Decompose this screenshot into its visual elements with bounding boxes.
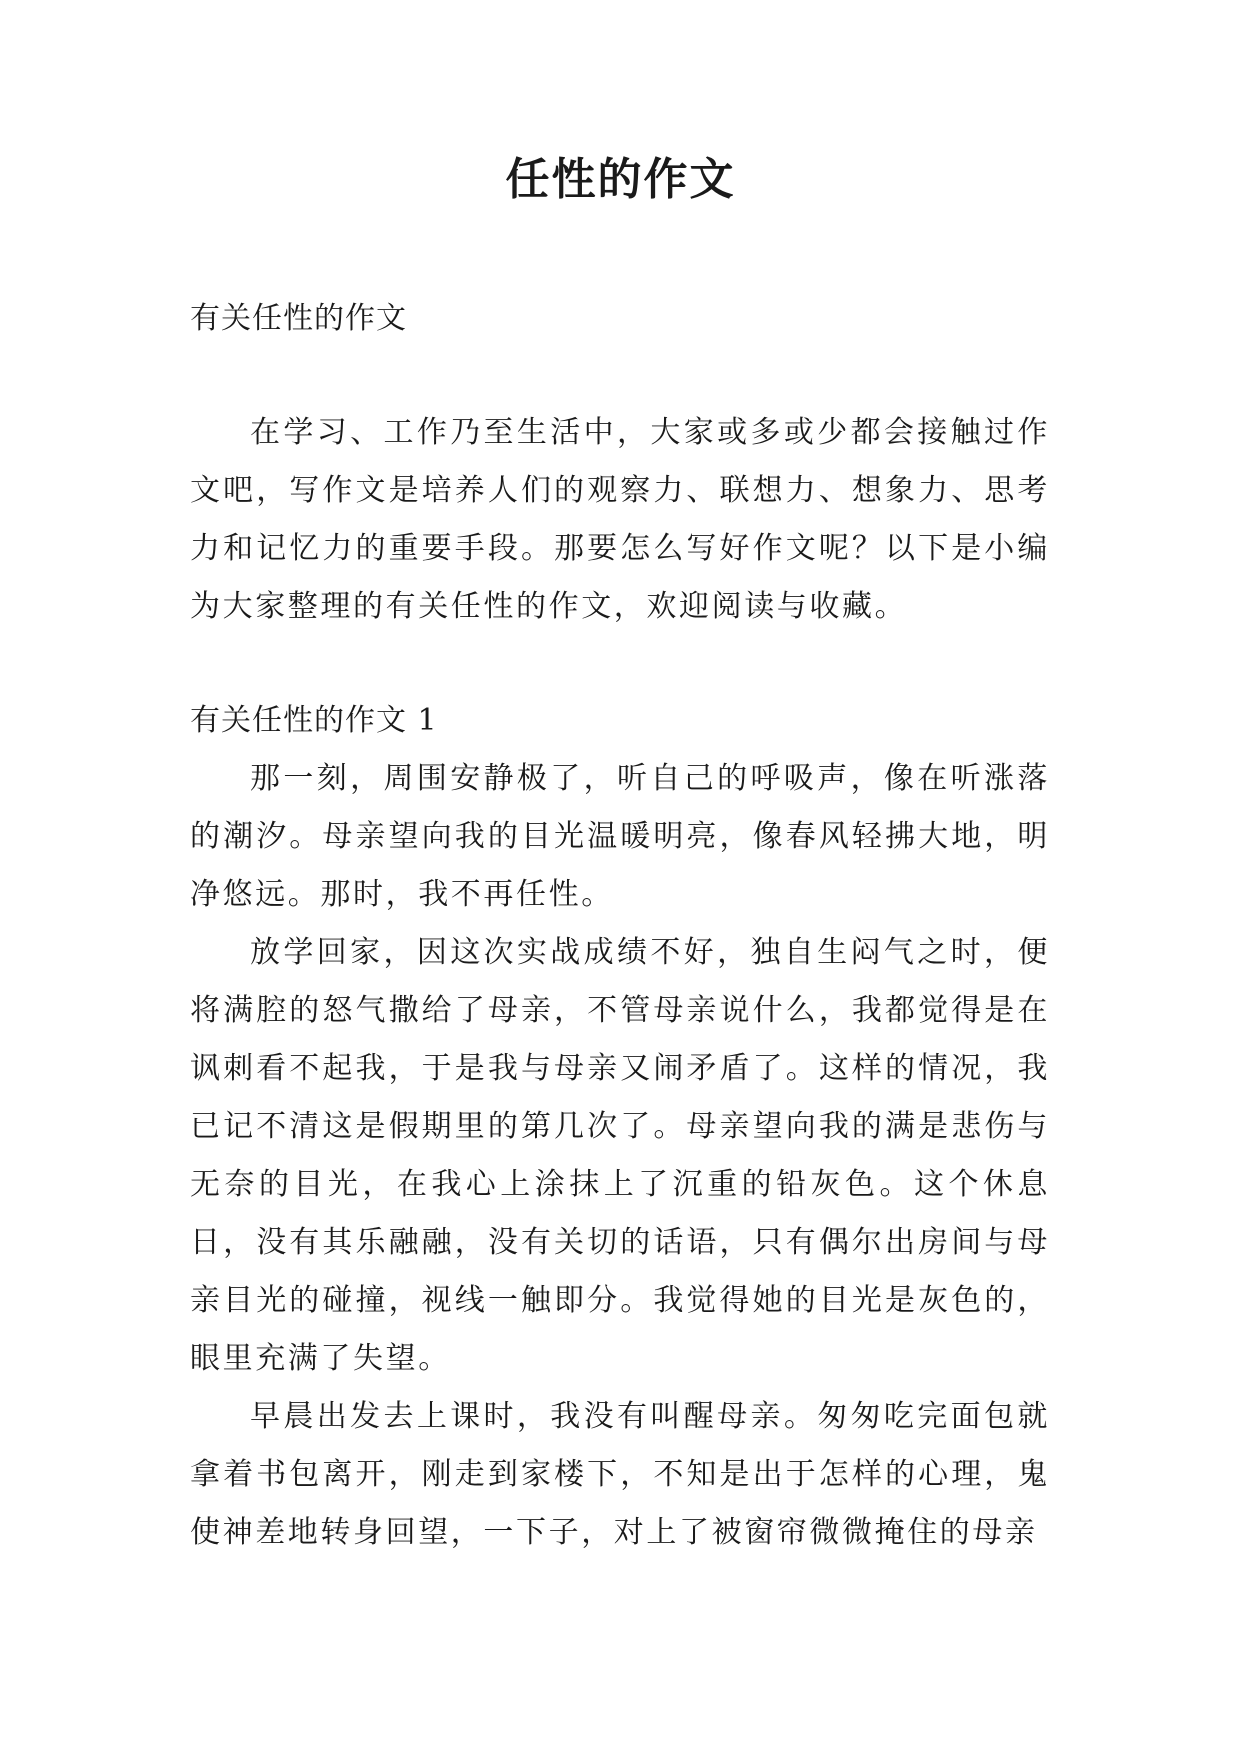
- section-heading: 有关任性的作文 1: [190, 703, 438, 738]
- body-paragraph-2: 放学回家，因这次实战成绩不好，独自生闷气之时，便将满腔的怒气撒给了母亲，不管母亲说什么，我都觉得是在讽刺看不起我，于是我与母亲又闹矛盾了。这样的情况，我已记不清这是假期里的第几次了。母亲望向我的满是悲伤与无奈的目光，在我心上涂抹上了沉重的铅灰色。这个休息日，没有其乐融融，没有关切的话语，只有偶尔出房间与母亲目光的碰撞，视线一触即分。我觉得她的目光是灰色的，眼里充满了失望。: [190, 935, 1050, 1376]
- body-paragraph-3: 早晨出发去上课时，我没有叫醒母亲。匆匆吃完面包就拿着书包离开，刚走到家楼下，不知是出于怎样的心理，鬼使神差地转身回望，一下子，对上了被窗帘微微掩住的母亲: [190, 1399, 1050, 1550]
- document-body: [190, 290, 1050, 1562]
- subtitle: 有关任性的作文: [190, 301, 407, 336]
- body-paragraph-1: 那一刻，周围安静极了，听自己的呼吸声，像在听涨落的潮汐。母亲望向我的目光温暖明亮，像春风轻拂大地，明净悠远。那时，我不再任性。: [190, 761, 1050, 912]
- spacer: [190, 636, 1050, 692]
- spacer: [190, 348, 1050, 404]
- document-title: 任性的作文: [505, 154, 736, 205]
- intro-paragraph: 在学习、工作乃至生活中，大家或多或少都会接触过作文吧，写作文是培养人们的观察力、联想力、想象力、思考力和记忆力的重要手段。那要怎么写好作文呢？以下是小编为大家整理的有关任性的作文，欢迎阅读与收藏。: [190, 415, 1050, 624]
